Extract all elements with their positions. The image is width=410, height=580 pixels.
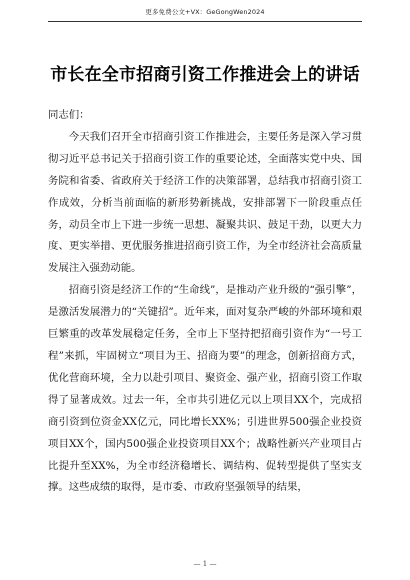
document-body: [48, 105, 362, 499]
body-paragraph: 招商引资是经济工作的“生命线”，是推动产业升级的“强引擎”，是激活发展潜力的“关键招”。近年来，面对复杂严峻的外部环境和艰巨繁重的改革发展稳定任务，全市上下坚持把招商引资作为“一号工程”来抓，牢固树立“项目为王、招商为要”的理念，创新招商方式，优化营商环境，全力以赴引项目、聚资金、强产业，招商引资工作取得了显著成效。过去一年，全市共引进亿元以上项目XX个，完成招商引资到位资金XX亿元，同比增长XX%；引进世界500强企业投资项目XX个，国内500强企业投资项目XX个；战略性新兴产业项目占比提升至XX%，为全市经济稳增长、调结构、促转型提供了坚实支撑。这些成绩的取得，是市委、市政府坚强领导的结果，: [48, 284, 362, 494]
header-divider: [48, 21, 362, 22]
document-title: 市长在全市招商引资工作推进会上的讲话: [50, 65, 360, 85]
salutation: 同志们：: [48, 109, 90, 121]
header-note: 更多免费公文+VX：GeGongWen2024: [145, 8, 265, 16]
body-paragraph: 今天我们召开全市招商引资工作推进会，主要任务是深入学习贯彻习近平总书记关于招商引资工作的重要论述，全面落实党中央、国务院和省委、省政府关于经济工作的决策部署，总结我市招商引资工作成效，分析当前面临的新形势新挑战，安排部署下一阶段重点任务，动员全市上下进一步统一思想、凝聚共识、鼓足干劲，以更大力度、更实举措、更优服务推进招商引资工作，为全市经济社会高质量发展注入强劲动能。: [48, 130, 362, 275]
page-number: — 1 —: [193, 560, 217, 568]
